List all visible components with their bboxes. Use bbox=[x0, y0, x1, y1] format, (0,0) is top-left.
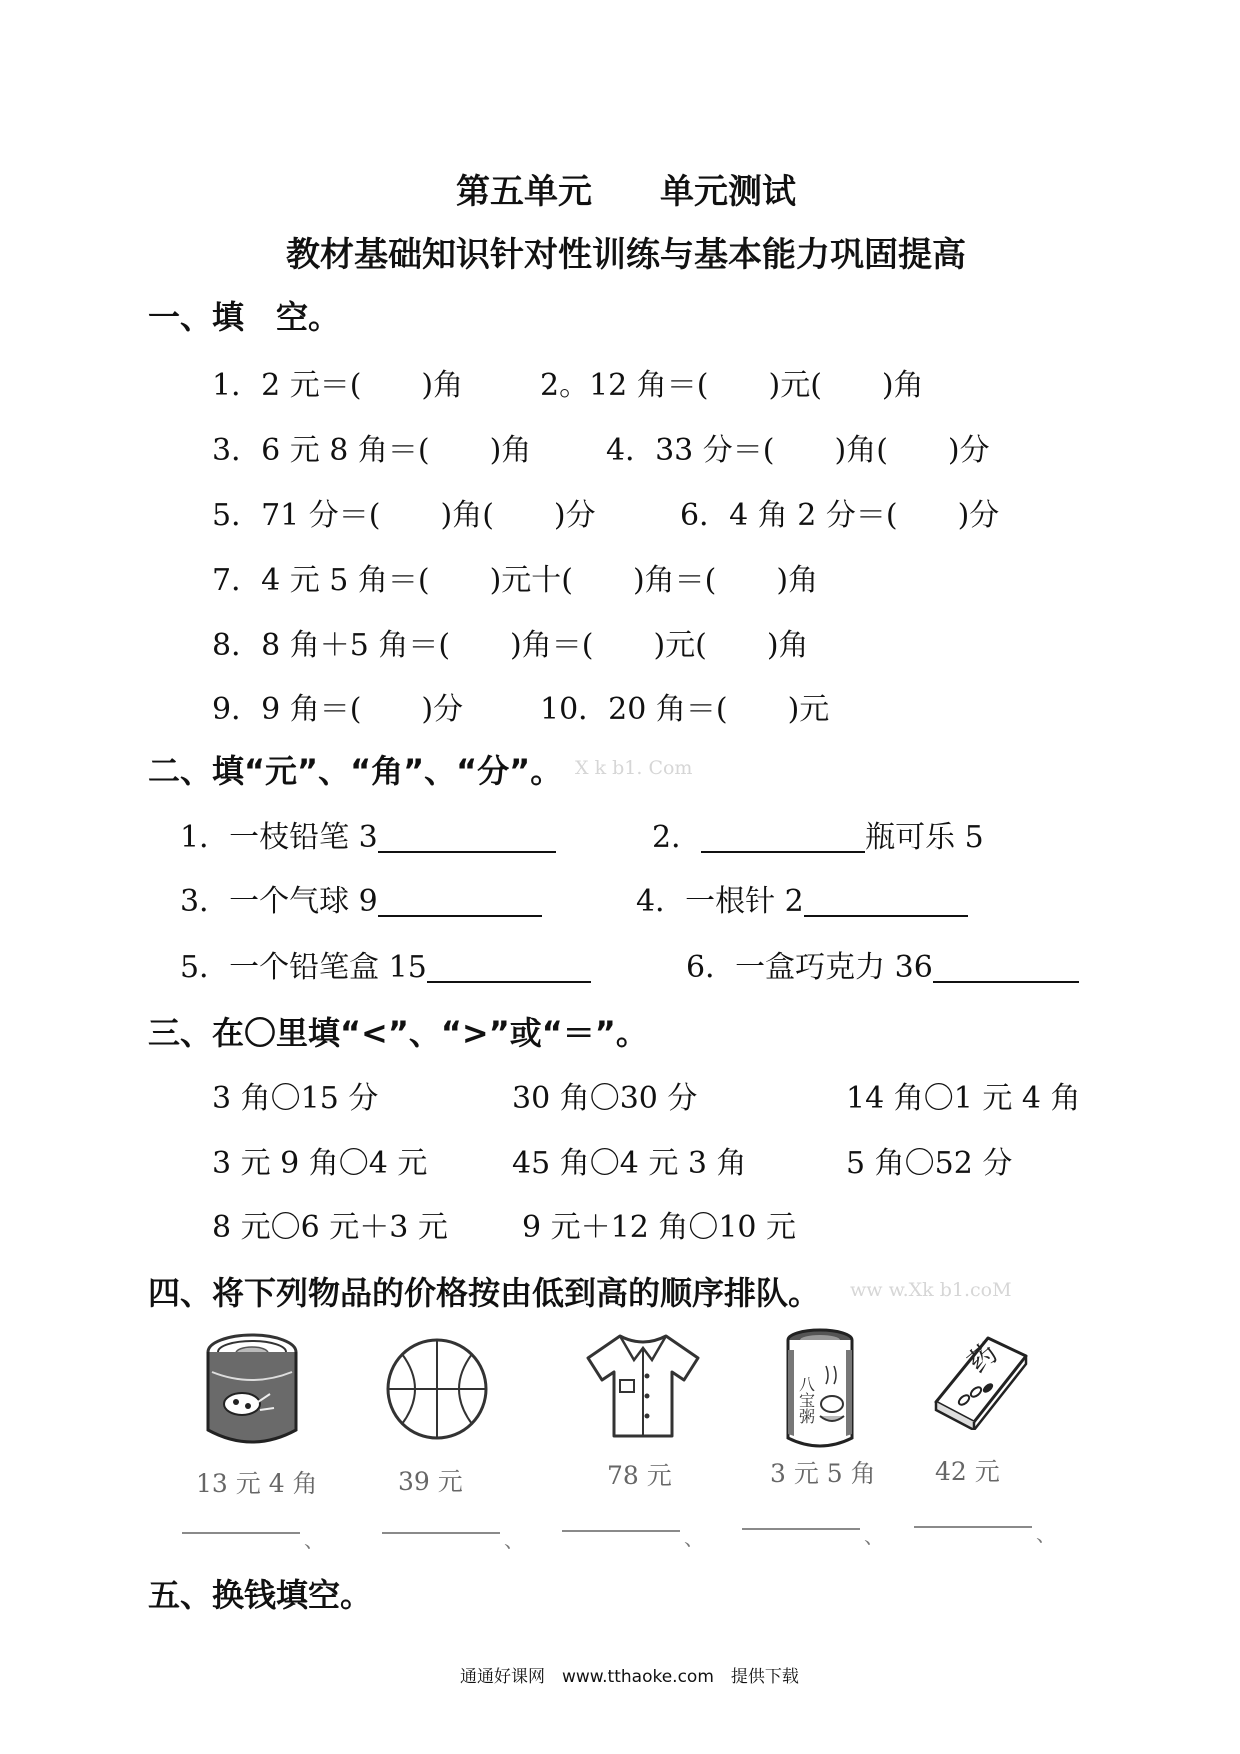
unit-item-1 bbox=[180, 812, 556, 856]
page-footer: 通通好课网 www.tthaoke.com 提供下载 bbox=[460, 1667, 799, 1687]
unit-item-4 bbox=[636, 876, 968, 920]
answer-line[interactable] bbox=[378, 885, 542, 917]
watermark-text: ww w.Xk b1.coM bbox=[850, 1279, 1012, 1301]
price-label: 42 元 bbox=[935, 1457, 1000, 1486]
unit-item-3-text: 3．一个气球 9 bbox=[180, 884, 378, 919]
separator: 、 bbox=[684, 1526, 704, 1550]
watermark-text: X k b1. Com bbox=[575, 757, 693, 779]
fill-item-8: 8．8 角＋5 角＝( )角＝( )元( )角 bbox=[212, 628, 809, 663]
price-label: 39 元 bbox=[398, 1467, 463, 1496]
compare-item-8: 9 元＋12 角〇10 元 bbox=[522, 1210, 797, 1245]
compare-item-5: 45 角〇4 元 3 角 bbox=[512, 1146, 747, 1181]
unit-item-5-text: 5．一个铅笔盒 15 bbox=[180, 950, 427, 985]
shirt-icon bbox=[580, 1330, 706, 1442]
order-answer-line-5[interactable] bbox=[914, 1526, 1032, 1528]
answer-line[interactable] bbox=[378, 821, 556, 853]
order-answer-line-1[interactable] bbox=[182, 1532, 300, 1534]
fill-item-9: 9．9 角＝( )分 bbox=[212, 692, 464, 727]
separator: 、 bbox=[304, 1528, 324, 1552]
unit-item-2 bbox=[652, 812, 984, 856]
section-3-heading: 三、在〇里填“<”、“>”或“＝”。 bbox=[148, 1014, 648, 1052]
unit-item-3 bbox=[180, 876, 542, 920]
order-answer-line-2[interactable] bbox=[382, 1532, 500, 1534]
order-answer-line-3[interactable] bbox=[562, 1530, 680, 1532]
medicine-label: 药 bbox=[961, 1336, 1004, 1380]
fill-item-3: 3．6 元 8 角＝( )角 bbox=[212, 433, 532, 468]
fill-item-10: 10．20 角＝( )元 bbox=[540, 692, 830, 727]
section-4-heading: 四、将下列物品的价格按由低到高的顺序排队。 bbox=[148, 1274, 821, 1312]
compare-item-3: 14 角〇1 元 4 角 bbox=[846, 1081, 1081, 1116]
fill-item-4: 4．33 分＝( )角( )分 bbox=[606, 433, 990, 468]
fill-item-1: 1．2 元＝( )角 bbox=[212, 368, 464, 403]
medicine-box-icon bbox=[930, 1330, 1030, 1430]
unit-item-2-number: 2． bbox=[652, 820, 702, 855]
porridge-can-icon bbox=[782, 1326, 858, 1456]
unit-item-6 bbox=[686, 942, 1079, 986]
answer-line[interactable] bbox=[933, 951, 1079, 983]
answer-line[interactable] bbox=[427, 951, 591, 983]
order-answer-line-4[interactable] bbox=[742, 1528, 860, 1530]
unit-item-2-text: 瓶可乐 5 bbox=[865, 820, 984, 855]
compare-item-2: 30 角〇30 分 bbox=[512, 1081, 698, 1116]
price-label: 13 元 4 角 bbox=[196, 1469, 318, 1498]
page-subtitle: 教材基础知识针对性训练与基本能力巩固提高 bbox=[286, 235, 966, 275]
fill-item-5: 5．71 分＝( )角( )分 bbox=[212, 498, 596, 533]
section-5-heading: 五、换钱填空。 bbox=[148, 1576, 373, 1614]
can-icon bbox=[202, 1332, 302, 1452]
unit-item-4-text: 4．一根针 2 bbox=[636, 884, 804, 919]
basketball-icon bbox=[384, 1336, 490, 1442]
porridge-label: 八宝粥 bbox=[796, 1376, 816, 1424]
unit-item-1-text: 1．一枝铅笔 3 bbox=[180, 820, 378, 855]
price-label: 78 元 bbox=[607, 1461, 672, 1490]
answer-line[interactable] bbox=[701, 821, 865, 853]
compare-item-7: 8 元〇6 元＋3 元 bbox=[212, 1210, 448, 1245]
separator: 、 bbox=[504, 1528, 524, 1552]
compare-item-1: 3 角〇15 分 bbox=[212, 1081, 379, 1116]
section-2-heading: 二、填“元”、“角”、“分”。 bbox=[148, 752, 563, 790]
separator: 、 bbox=[1036, 1522, 1056, 1546]
answer-line[interactable] bbox=[804, 885, 968, 917]
separator: 、 bbox=[864, 1524, 884, 1548]
fill-item-7: 7．4 元 5 角＝( )元十( )角＝( )角 bbox=[212, 563, 819, 598]
unit-item-6-text: 6．一盒巧克力 36 bbox=[686, 950, 933, 985]
fill-item-2: 2。12 角＝( )元( )角 bbox=[540, 368, 924, 403]
price-label: 3 元 5 角 bbox=[770, 1459, 876, 1488]
compare-item-4: 3 元 9 角〇4 元 bbox=[212, 1146, 428, 1181]
fill-item-6: 6．4 角 2 分＝( )分 bbox=[680, 498, 1000, 533]
unit-item-5 bbox=[180, 942, 591, 986]
page-title: 第五单元 单元测试 bbox=[456, 172, 796, 212]
compare-item-6: 5 角〇52 分 bbox=[846, 1146, 1013, 1181]
section-1-heading: 一、填 空。 bbox=[148, 298, 341, 336]
